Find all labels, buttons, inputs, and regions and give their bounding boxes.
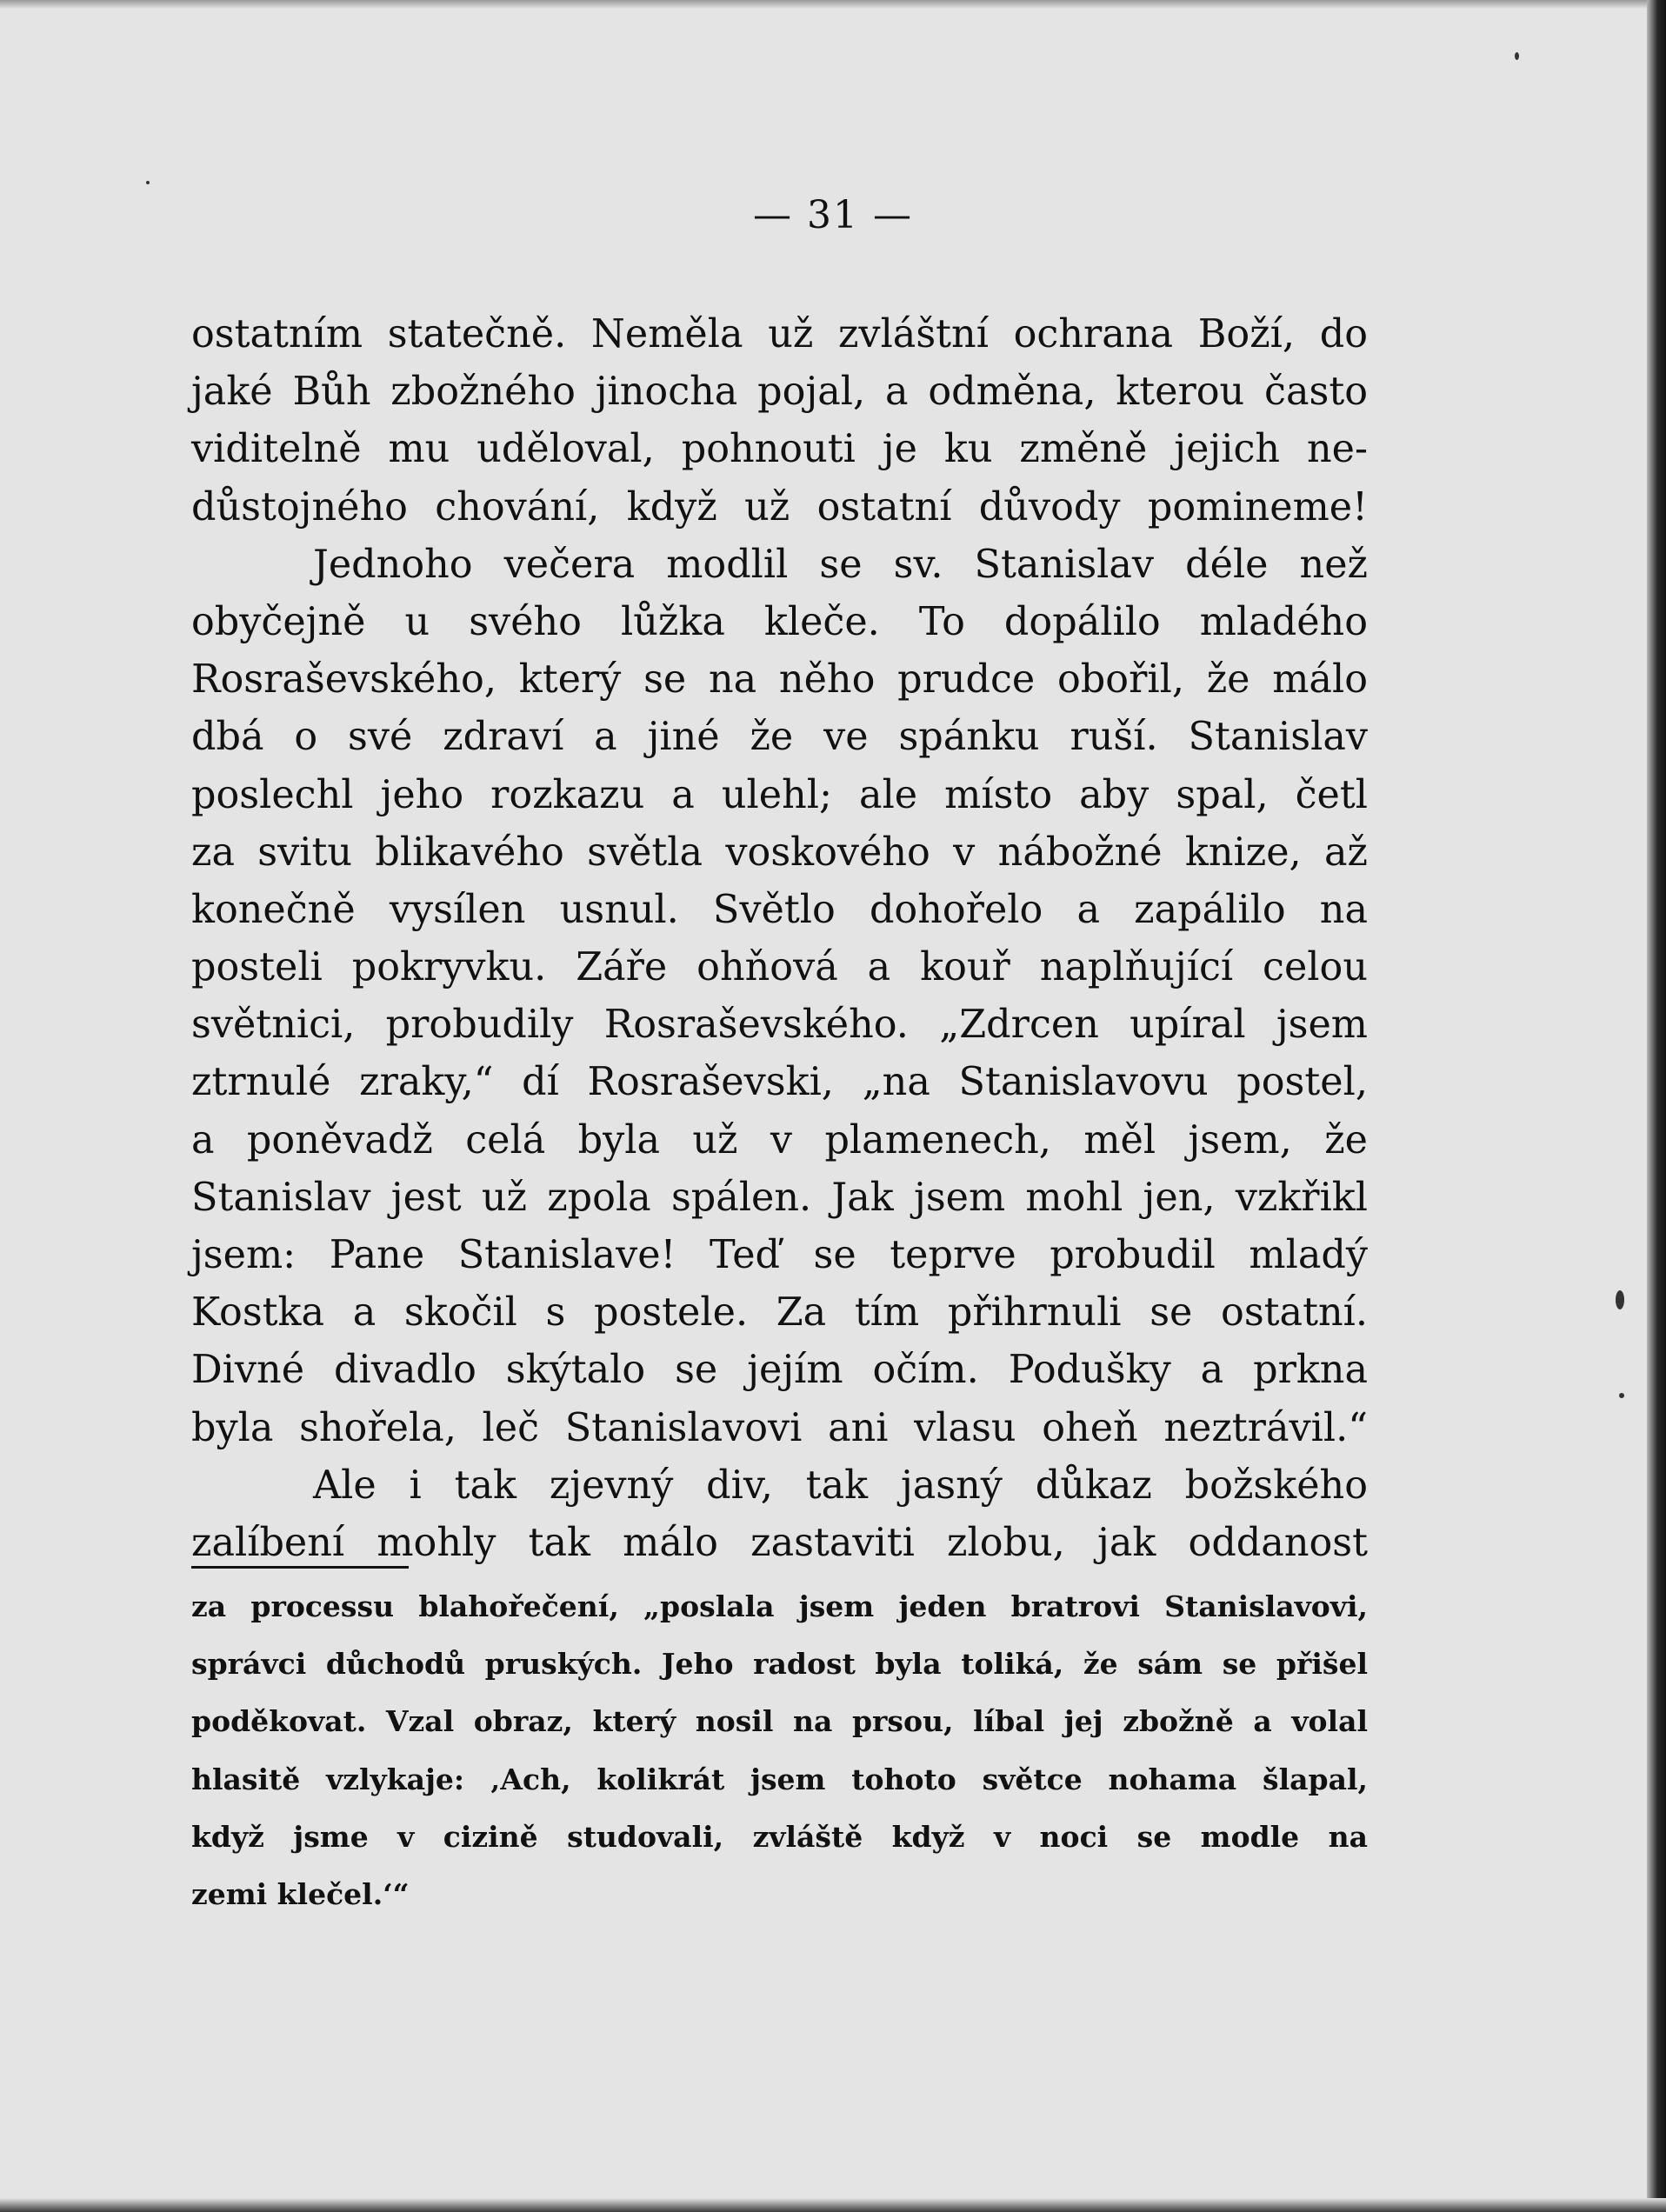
body-line: dbá o své zdraví a jiné že ve spánku ruší. Stanislav (191, 715, 1368, 760)
scan-right-edge (1647, 0, 1666, 2212)
scan-speck (146, 181, 150, 184)
footnote-line: zemi klečel.‘“ (191, 1876, 410, 1911)
body-line: Kostka a skočil s postele. Za tím přihrnuli se ostatní. (191, 1290, 1368, 1336)
page-number: — 31 — (753, 193, 913, 237)
body-line: zalíbení mohly tak málo zastaviti zlobu, jak oddanost (191, 1520, 1368, 1565)
body-line: a poněvadž celá byla už v plamenech, měl jsem, že (191, 1117, 1368, 1163)
body-line: obyčejně u svého lůžka kleče. To dopálilo mladého (191, 599, 1368, 644)
footnote-line: za processu blahořečení, „poslala jsem jeden bratrovi Stanislavovi, (191, 1589, 1368, 1623)
scan-speck (1616, 1290, 1624, 1309)
footnote-line: správci důchodů pruských. Jeho radost byla toliká, že sám se přišel (191, 1647, 1368, 1682)
body-line: světnici, probudily Rosraševského. „Zdrcen upíral jsem (191, 1003, 1368, 1048)
body-line: poslechl jeho rozkazu a ulehl; ale místo aby spal, četl (191, 772, 1368, 817)
footnote (191, 1582, 1368, 1928)
body-line: ostatním statečně. Neměla už zvláštní ochrana Boží, do (191, 312, 1368, 356)
body-line: Jednoho večera modlil se sv. Stanislav déle než (313, 542, 1368, 587)
footnote-line: hlasitě vzlykaje: ‚Ach, kolikrát jsem tohoto světce nohama šlapal, (191, 1762, 1368, 1796)
body-line: Stanislav jest už zpola spálen. Jak jsem mohl jen, vzkřikl (191, 1175, 1368, 1220)
footnote-separator (191, 1566, 409, 1569)
body-line: za svitu blikavého světla voskového v nábožné knize, až (191, 830, 1368, 875)
body-line: konečně vysílen usnul. Světlo dohořelo a zapálilo na (191, 887, 1368, 932)
body-text (191, 306, 1368, 1572)
body-line: důstojného chování, když už ostatní důvody pomineme! (191, 484, 1368, 530)
scan-speck (1619, 1393, 1624, 1398)
body-line: byla shořela, leč Stanislavovi ani vlasu oheň neztrávil.“ (191, 1405, 1368, 1450)
body-line: jaké Bůh zbožného jinocha pojal, a odměna, kterou často (191, 370, 1368, 415)
body-line: Rosraševského, který se na něho prudce obořil, že málo (191, 657, 1368, 703)
scan-speck (1515, 52, 1519, 60)
body-line: Divné divadlo skýtalo se jejím očím. Podušky a prkna (191, 1348, 1368, 1393)
body-line: ztrnulé zraky,“ dí Rosraševski, „na Stanislavovu postel, (191, 1060, 1368, 1105)
scan-top-edge (0, 0, 1666, 9)
scan-bottom-edge (0, 2198, 1666, 2212)
body-line: posteli pokryvku. Záře ohňová a kouř naplňující celou (191, 945, 1368, 990)
body-line: Ale i tak zjevný div, tak jasný důkaz božského (313, 1462, 1368, 1508)
body-line: jsem: Pane Stanislave! Teď se teprve probudil mladý (191, 1233, 1368, 1277)
footnote-line: poděkovat. Vzal obraz, který nosil na prsou, líbal jej zbožně a volal (191, 1704, 1368, 1739)
body-line: viditelně mu uděloval, pohnouti je ku změně jejich ne- (191, 427, 1368, 472)
footnote-line: když jsme v cizině studovali, zvláště když v noci se modle na (191, 1819, 1368, 1854)
